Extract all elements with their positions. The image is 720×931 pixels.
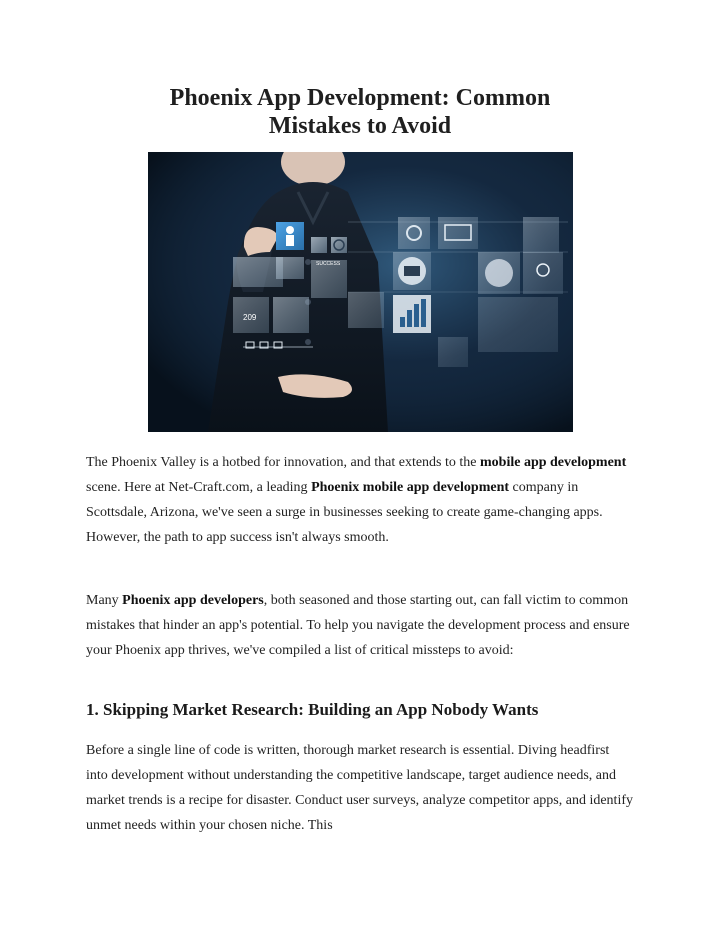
intro-p2-text-2: , both seasoned and those starting out, can fall victim to common mistakes that hinder an app's potential. To help you navigate the development process and ensure your Phoenix app thrives, we've compiled a list of critical missteps to avoid:: [86, 593, 630, 658]
section-1-heading: 1. Skipping Market Research: Building an App Nobody Wants: [86, 700, 539, 719]
page-title: [100, 84, 620, 140]
person-icon: [286, 226, 294, 234]
intro-p1-text-2: scene. Here at Net-Craft.com, a leading: [86, 480, 312, 495]
intro-p1-text-1: The Phoenix Valley is a hotbed for innovation, and that extends to the: [86, 455, 480, 470]
intro-p1-bold-2: Phoenix mobile app development: [311, 480, 510, 495]
intro-paragraph-1: [86, 450, 634, 550]
intro-p1-bold-1: mobile app development: [480, 455, 627, 470]
intro-p2-text-1: Many: [86, 593, 123, 608]
count-label: 209: [243, 313, 257, 322]
puzzle-icon: [523, 217, 559, 253]
hero-image: [148, 152, 573, 432]
success-label: SUCCESS: [316, 261, 341, 267]
lightbulb-icon: [523, 252, 563, 294]
intro-paragraph-2: [86, 588, 634, 663]
title-line-2: Mistakes to Avoid: [268, 113, 452, 139]
intro-p1-text-3: company in Scottsdale, Arizona, we've seen a surge in businesses seeking to create game-changing apps. However, the path to app success isn't always smooth.: [86, 480, 603, 545]
section-1-paragraph: Before a single line of code is written, thorough market research is essential. Diving headfirst into development without understanding the competitive landscape, target audience needs, and market trends is a recipe for disaster. Conduct user surveys, analyze competitor apps, and identify unmet needs within your chosen niche. This: [86, 743, 633, 833]
title-line-1: Phoenix App Development: Common: [169, 85, 551, 111]
intro-p2-bold-1: Phoenix app developers: [122, 593, 264, 608]
